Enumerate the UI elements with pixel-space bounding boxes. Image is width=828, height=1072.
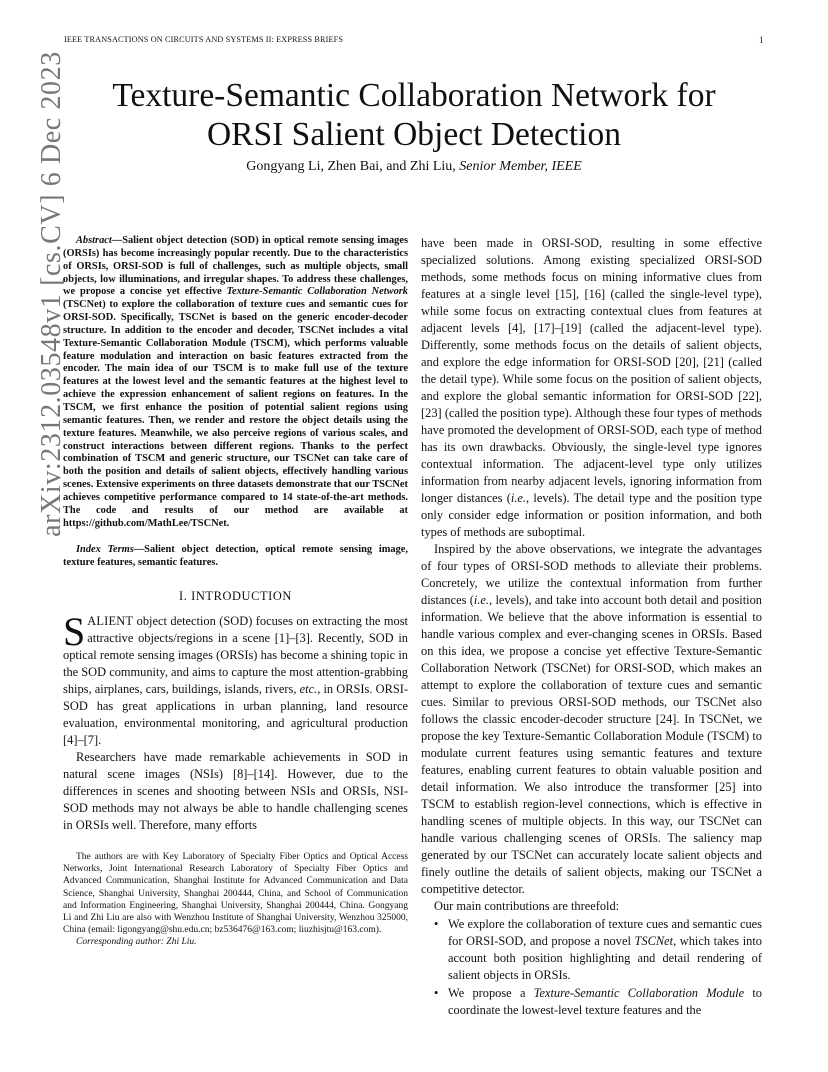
title-line-1: Texture-Semantic Collaboration Network for <box>112 77 716 114</box>
bullet-2-italic: Texture-Semantic Collaboration Module <box>533 986 745 1000</box>
author-footnote: The authors are with Key Laboratory of Specialty Fiber Optics and Optical Access Networks, Joint International Research Laboratory of Specialty Fiber Optics and Advanced Communication, Shanghai Institute for Advanced Communication and Data Science, Shanghai University, Shanghai 200444, China, and School of Communication and Information Engineering, Shanghai University, Shanghai 200444, China. Gongyang Li and Zhi Liu are also with Wenzhou Institute of Shanghai University, Wenzhou 325000, China (email: ligongyang@shu.edu.cn; bz536476@163.com; liuzhisjtu@163.com). <box>63 852 408 936</box>
right-p2-text: Inspired by the above observations, we integrate the advantages of four types of ORSI-SOD methods to alleviate their problems. Concretely, we utilize the contextual information from further distances ( <box>421 542 762 607</box>
right-p2-text-2: , levels), and take into account both detail and position information. We believe that the above information is essential to handle various complex and ever-changing scenes in ORSIs. Based on this idea, we propose a concise yet effective Texture-Semantic Collaboration Network (TSCNet) for ORSI-SOD, which makes an attempt to explore the collaboration of texture cues and semantic cues. Similar to previous ORSI-SOD methods, our TSCNet also follows the classic encoder-decoder structure [24]. In TSCNet, we propose the key Texture-Semantic Collaboration Module (TSCM) to modulate current features using semantic features and texture features, enabling current features to obtain valuable position and detail information. We also introduce the transformer [25] into TSCM to establish region-level connections, which is effective in handling scenes of multiple objects. In this way, our TSCNet can handle various challenging scenes of ORSIs. The saliency map generated by our TSCNet can accurately locate salient objects and finely outline the details of salient objects, making our TSCNet a competitive detector. <box>421 593 762 896</box>
intro-paragraph-1 <box>63 609 408 749</box>
index-terms-lead: Index Terms— <box>76 544 145 556</box>
right-paragraph-1 <box>421 235 762 541</box>
right-paragraph-2 <box>421 541 762 898</box>
running-header: IEEE TRANSACTIONS ON CIRCUITS AND SYSTEMS II: EXPRESS BRIEFS <box>64 35 344 44</box>
corresponding-author: Corresponding author: Zhi Liu. <box>76 937 197 948</box>
right-column <box>421 235 762 1019</box>
bullet-2-text-2: to coordinate the lowest-level texture features and the <box>448 986 762 1017</box>
bullet-2-text: We propose a <box>448 986 534 1000</box>
abstract-text-2: (TSCNet) to explore the collaboration of texture cues and semantic cues for ORSI-SOD. Specifically, TSCNet is based on the generic encoder-decoder structure. In addition to the encoder and decoder, TSCNet includes a vital Texture-Semantic Collaboration Module (TSCM), which performs valuable feature modulation and interaction on basic features extracted from the encoder. The main idea of our TSCM is to make full use of the texture features at the lowest level and the semantic features at the highest level to achieve the expression enhancement of salient regions on features. In the TSCM, we first enhance the position of potential salient regions using semantic features. Then, we render and restore the object details using the texture features. Meanwhile, we also perceive regions of various scales, and construct interactions between different regions. Thanks to the perfect combination of TSCM and generic structure, our TSCNet can take care of both the position and details of salient objects, effectively handling various scenes. Extensive experiments on three datasets demonstrate that our TSCNet achieves competitive performance compared to 14 state-of-the-art methods. The code and results of our method are available at https://github.com/MathLee/TSCNet. <box>63 299 408 529</box>
bullet-1-italic: TSCNet <box>634 934 674 948</box>
abstract <box>63 235 408 530</box>
contributions-intro: Our main contributions are threefold: <box>434 899 620 913</box>
page-number: 1 <box>759 35 764 45</box>
arxiv-stamp-text: arXiv:2312.03548v1 [cs.CV] 6 Dec 2023 <box>36 51 67 537</box>
bullet-dot: • <box>434 917 439 931</box>
intro-p1-etc: etc. <box>299 682 318 696</box>
intro-p1-text: object detection (SOD) focuses on extracting the most attractive objects/regions in a scene [1]–[3]. Recently, SOD in optical remote sensing images (ORSIs) has become a shining topic in the SOD community, and aims to capture the most attention-grabbing ships, airplanes, cars, buildings, islands, rivers, <box>63 614 408 696</box>
abstract-text: Salient object detection (SOD) in optical remote sensing images (ORSIs) has become increasingly popular recently. Due to the characteristics of ORSIs, ORSI-SOD is full of challenges, such as multiple objects, small objects, low illuminations, and irregular shapes. To address these challenges, we propose a concise yet effective <box>63 235 408 298</box>
abstract-italic: Texture-Semantic Collaboration Network <box>226 286 409 298</box>
left-column <box>63 235 408 948</box>
right-p1-text-2: , levels). The detail type and the position type only consider edge information or position information, and both types of methods are suboptimal. <box>421 491 762 539</box>
intro-first-word: ALIENT <box>87 614 134 628</box>
author-line <box>60 159 768 175</box>
paper-title <box>60 76 768 154</box>
author-names: Gongyang Li, Zhen Bai, and Zhi Liu, <box>246 159 456 174</box>
contribution-bullet-2 <box>421 985 762 1019</box>
index-terms <box>63 544 408 570</box>
bullet-1-text: We explore the collaboration of texture cues and semantic cues for ORSI-SOD, and propose a novel <box>448 917 762 948</box>
right-p1-ie: i.e. <box>510 491 526 505</box>
abstract-lead: Abstract— <box>76 235 123 246</box>
bullet-1-text-2: , which takes into account both position highlighting and detail rendering of salient objects in ORSIs. <box>448 934 763 982</box>
right-p2-ie: i.e. <box>473 593 490 607</box>
drop-cap: S <box>63 609 86 654</box>
right-p1-text: have been made in ORSI-SOD, resulting in some effective specialized solutions. Among existing specialized ORSI-SOD methods, some methods focus on mining informative clues from features at a single level [15], [16] (called the single-level type), while some focus on extracting contextual clues from features at adjacent levels [4], [17]–[19] (called the adjacent-level type). Differently, some methods focus on the details of salient objects, and explore the edge information for ORSI-SOD [20], [21] (called the detail type). While some focus on the position of salient objects, and explore the global semantic information for ORSI-SOD [22], [23] (called the position type). Although these four types of methods have promoted the development of ORSI-SOD, each type of method has its own drawbacks. Obviously, the single-level type ignores contextual information. The adjacent-level type only utilizes information from nearby adjacent levels, ignoring information from longer distances ( <box>421 236 762 505</box>
contribution-bullet-1 <box>421 916 762 984</box>
title-line-2: ORSI Salient Object Detection <box>206 116 621 153</box>
intro-paragraph-2: Researchers have made remarkable achievements in SOD in natural scene images (NSIs) [8]–[14]. However, due to the differences in scenes and shooting between NSIs and ORSIs, NSI-SOD methods may not always be able to handle challenging scenes in ORSIs well. Therefore, many efforts <box>63 750 408 832</box>
index-terms-text: Salient object detection, optical remote sensing image, texture features, semantic features. <box>63 544 408 569</box>
section-heading-introduction: I. INTRODUCTION <box>179 589 292 603</box>
intro-p1-end: , in ORSIs. ORSI-SOD has great applications in urban planning, land resource evaluation, environmental monitoring, and agricultural production [4]–[7]. <box>63 682 408 747</box>
author-membership: Senior Member, IEEE <box>459 159 582 174</box>
bullet-dot: • <box>434 986 439 1000</box>
